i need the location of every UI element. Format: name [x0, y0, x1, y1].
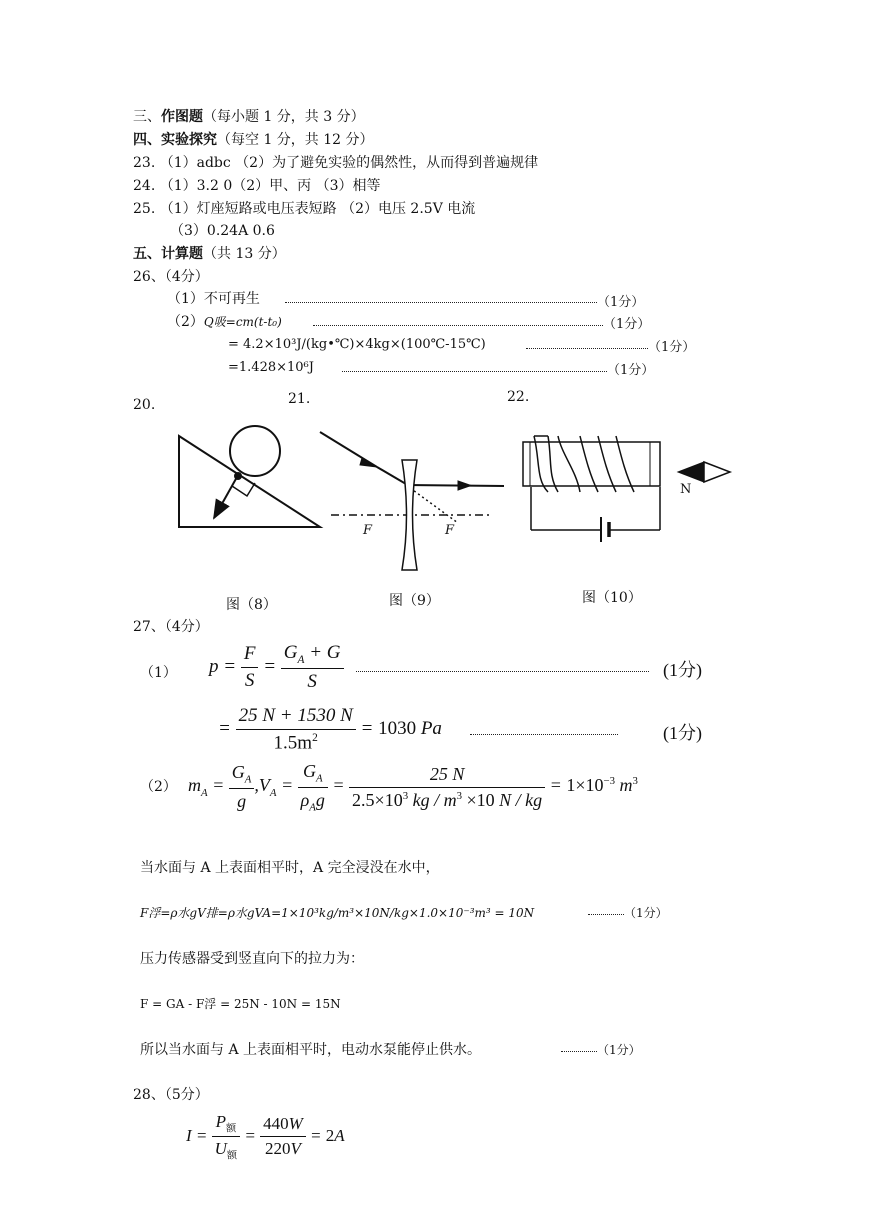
score-mark: (1分)	[663, 660, 702, 680]
focus-label-right: F	[445, 523, 455, 538]
focus-label-left: F	[363, 523, 373, 538]
q27-text-1: 当水面与 A 上表面相平时，A 完全浸没在水中，	[140, 860, 440, 876]
q26-line1: （1）不可再生	[167, 291, 260, 307]
fig-number-22: 22.	[507, 389, 530, 405]
q27-heading: 27、（4分）	[133, 619, 209, 635]
figure-10-solenoid	[523, 436, 730, 542]
dotted-leader	[588, 914, 624, 915]
caption-fig-10: 图（10）	[582, 590, 642, 606]
caption-fig-8: 图（8）	[226, 597, 277, 613]
dotted-leader	[561, 1051, 597, 1052]
compass-north-label: N	[680, 482, 692, 497]
figure-9-lens	[320, 432, 504, 570]
answer-25-a: 25. （1）灯座短路或电压表短路 （2）电压 2.5V 电流	[133, 201, 476, 217]
q27-text-2: 压力传感器受到竖直向下的拉力为：	[140, 951, 364, 967]
figure-8-incline	[179, 426, 320, 527]
score-mark: (1分)	[663, 723, 702, 743]
answer-25-b: （3）0.24A 0.6	[170, 223, 275, 239]
fig-number-21: 21.	[288, 391, 311, 407]
score-mark: （1分）	[607, 363, 655, 378]
q27-tension-formula: F = GA - F浮 = 25N - 10N = 15N	[140, 997, 341, 1011]
pressure-formula: p = $\frac{F}{S}$ = $\frac{G_A + G}{S}$	[209, 642, 344, 693]
score-mark: （1分）	[648, 340, 696, 355]
q26-line3: = 4.2×10³J/(kg•℃)×4kg×(100℃-15℃)	[228, 337, 486, 352]
section-3-heading: 三、作图题（每小题 1 分，共 3 分）	[133, 109, 365, 125]
fig-number-20: 20.	[133, 397, 156, 413]
mass-volume-formula: $m_A$ = $\frac{G_A}{g}$ $,V_A$ = $\frac{G_A}{\rho_Ag}$ = $\frac{25 N}{2.5\times 10^3 kg / m^3 \times 10 N / kg}$ = $1\times 10^{-3}$ $m^3$	[188, 761, 638, 814]
q26-heading: 26、（4分）	[133, 269, 209, 285]
score-mark: （1分）	[597, 295, 645, 310]
score-mark: （1分）	[624, 906, 668, 920]
dotted-leader	[356, 671, 649, 672]
q28-heading: 28、（5分）	[133, 1087, 209, 1103]
caption-fig-9: 图（9）	[389, 593, 440, 609]
q26-line4: =1.428×10⁶J	[228, 360, 314, 375]
q27-buoyancy-formula: F浮=ρ水gV排=ρ水gVA=1×10³kg/m³×10N/kg×1.0×10⁻³m³ = 10N	[140, 906, 535, 920]
answer-24: 24. （1）3.2 0（2）甲、丙 （3）相等	[133, 178, 381, 194]
score-mark: （1分）	[603, 317, 651, 332]
q27-part1-label: （1）	[140, 665, 177, 681]
current-formula: I = $\frac{P_额}{U_额}$ = $\frac{440W}{220V}$ = 2A	[186, 1112, 345, 1162]
q27-part2-label: （2）	[140, 779, 177, 795]
q26-line2: （2）Q吸=cm(t-t₀)	[167, 314, 282, 330]
section-5-heading: 五、计算题（共 13 分）	[133, 246, 286, 262]
section-4-heading: 四、实验探究（每空 1 分，共 12 分）	[133, 132, 374, 148]
q27-text-3: 所以当水面与 A 上表面相平时，电动水泵能停止供水。	[140, 1042, 482, 1058]
dotted-leader	[470, 734, 618, 735]
answer-23: 23. （1）adbc （2）为了避免实验的偶然性，从而得到普遍规律	[133, 155, 539, 171]
score-mark: （1分）	[597, 1043, 641, 1057]
pressure-calc: = $\frac{25 N + 1530 N}{1.5m^2}$ = 1030 Pa	[218, 705, 442, 754]
